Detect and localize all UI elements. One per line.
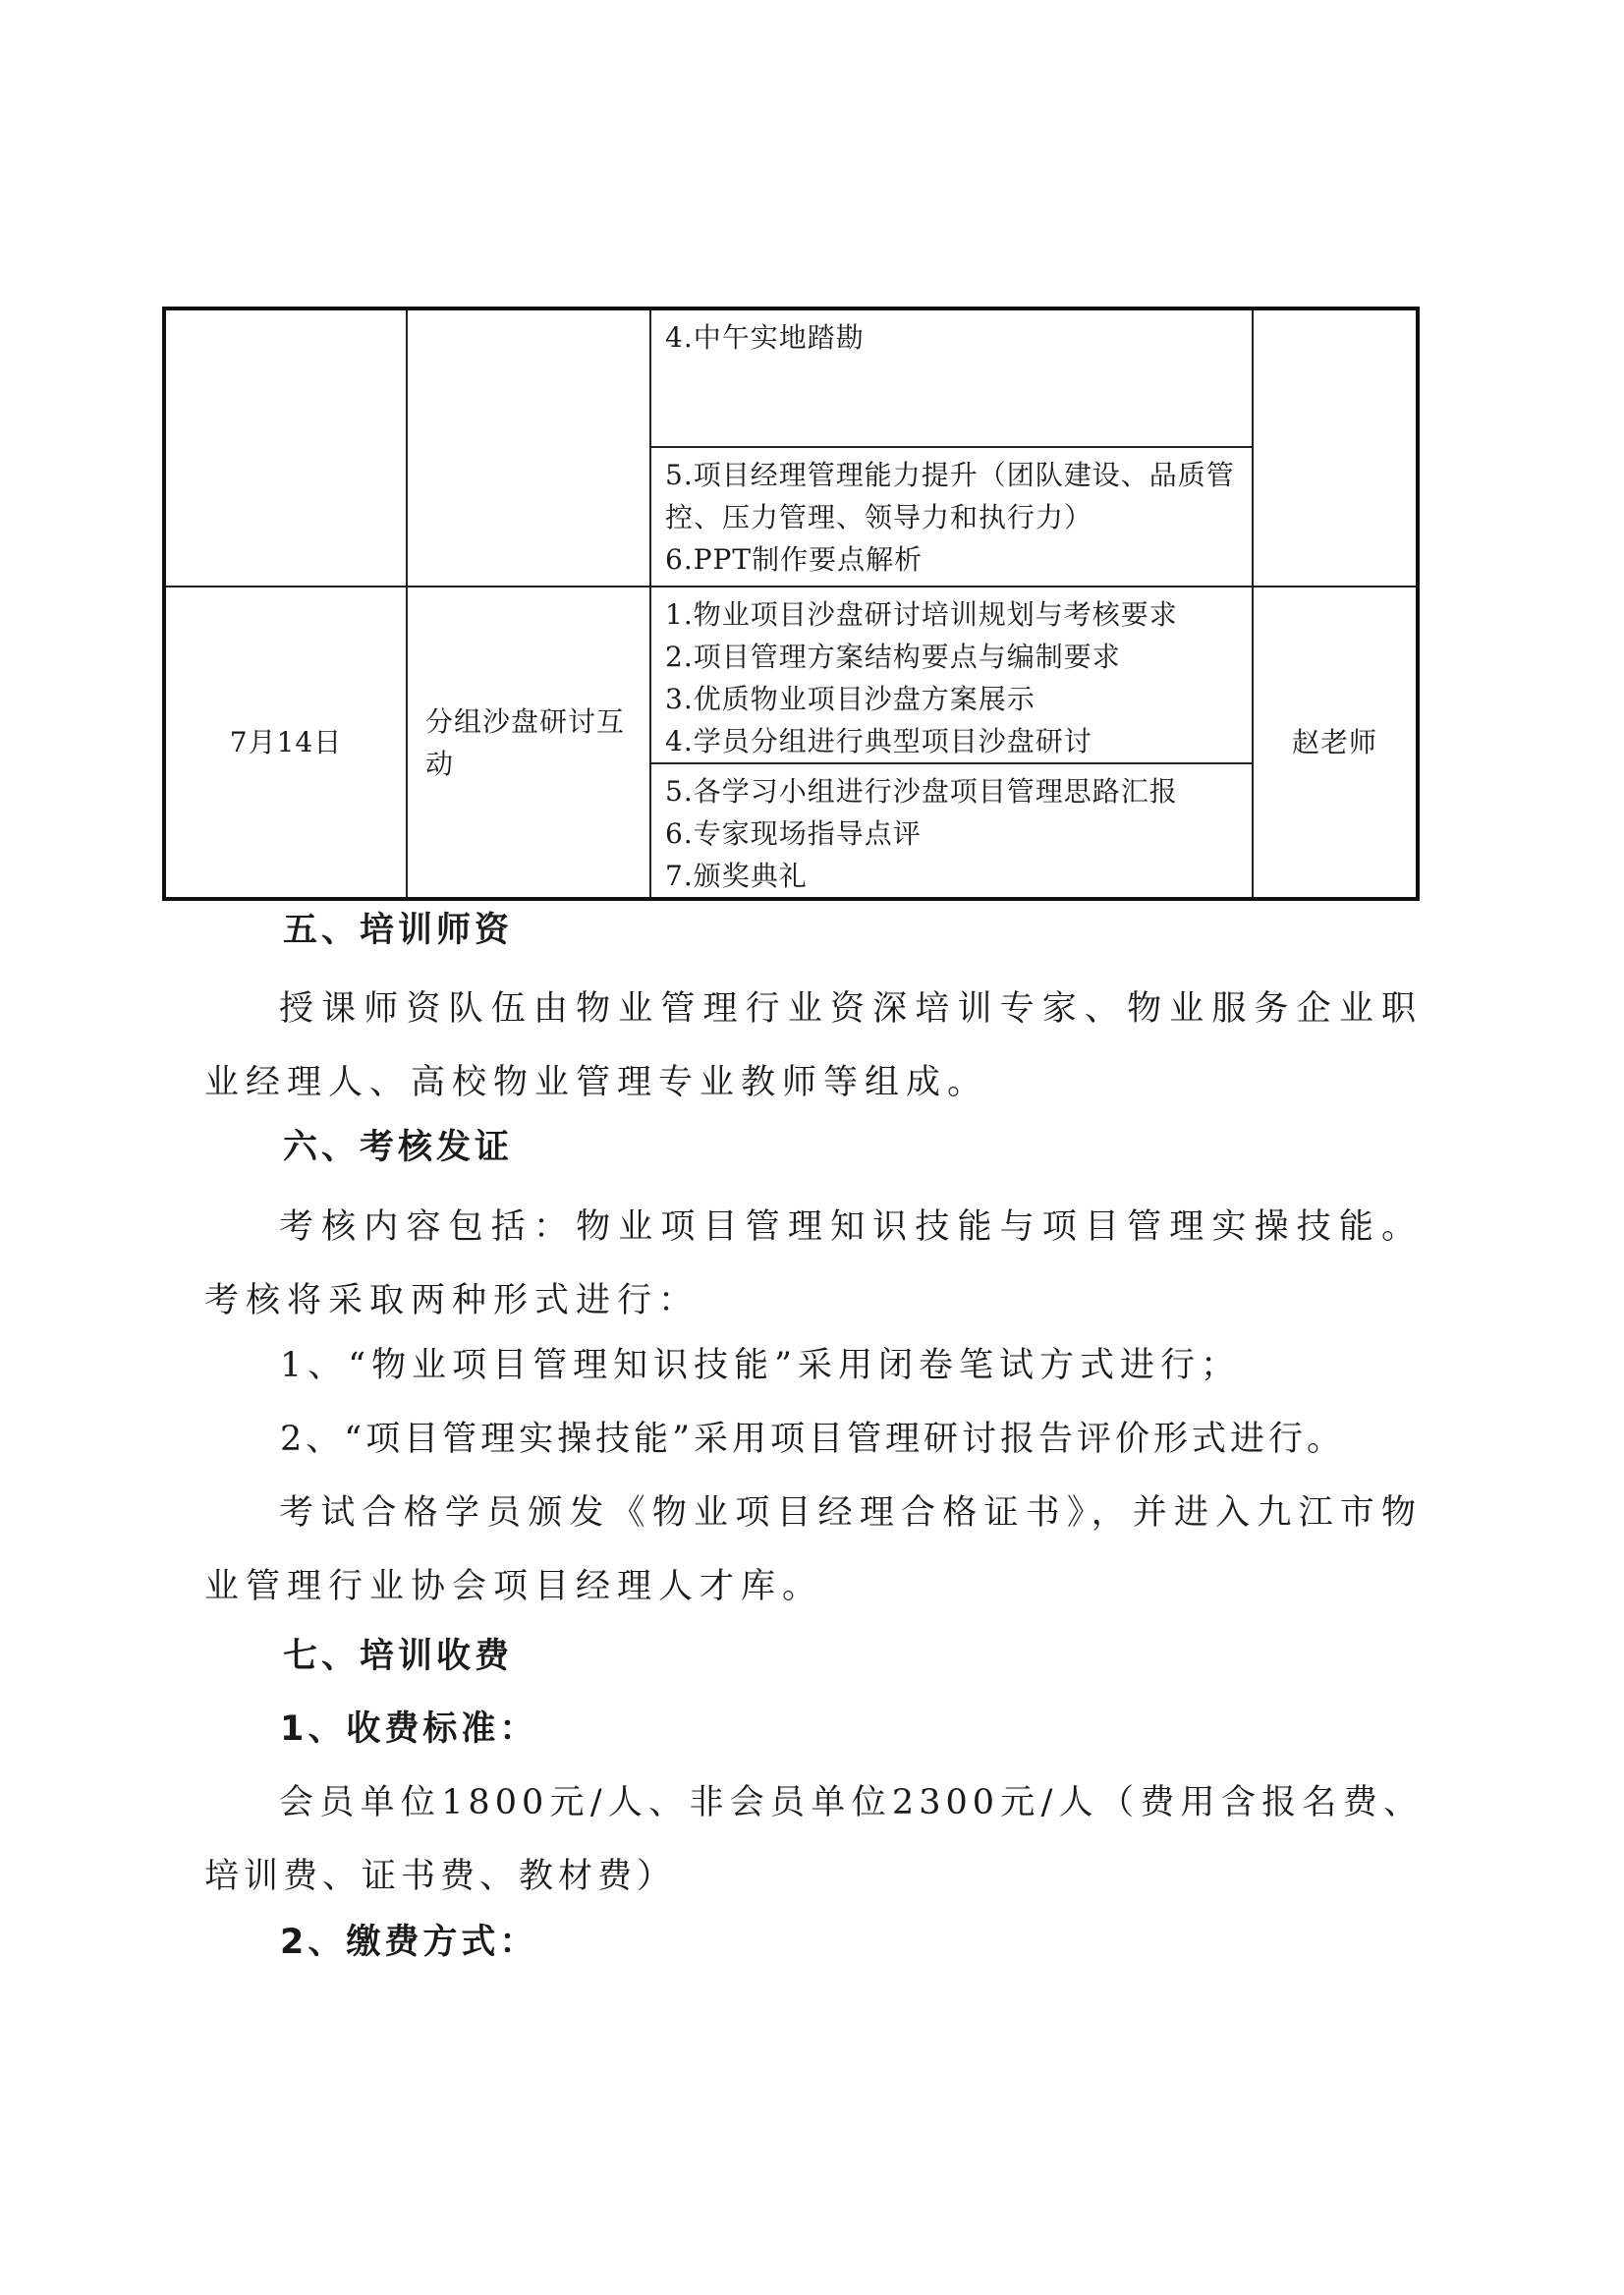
content-cell: [650, 308, 1253, 447]
content-cell: [650, 587, 1253, 763]
teacher-cell: 赵老师: [1253, 587, 1418, 899]
paragraph: 授课师资队伍由物业管理行业资深培训专家、物业服务企业职业经理人、高校物业管理专业教师等组成。: [204, 989, 1423, 1102]
content-line: 7.颁奖典礼: [665, 860, 808, 892]
content-line: 5.项目经理管理能力提升（团队建设、品质管控、压力管理、领导力和执行力）: [665, 459, 1235, 533]
content-line: 6.专家现场指导点评: [665, 817, 922, 850]
table-row: [164, 587, 1418, 763]
sub-heading: 1、收费标准：: [280, 1709, 538, 1749]
section-heading: 六、考核发证: [283, 1128, 514, 1167]
sub-heading: 2、缴费方式：: [280, 1923, 538, 1962]
content-cell: [650, 763, 1253, 899]
date-cell: 7月14日: [164, 587, 407, 899]
schedule-table: [162, 307, 1420, 901]
content-line: 3.优质物业项目沙盘方案展示: [665, 683, 1036, 715]
section-heading: 五、培训师资: [283, 911, 514, 950]
paragraph: 考试合格学员颁发《物业项目经理合格证书》，并进入九江市物业管理行业协会项目经理人才库。: [204, 1493, 1423, 1606]
content-cell: [650, 447, 1253, 587]
content-line: 4.学员分组进行典型项目沙盘研讨: [665, 725, 1092, 757]
date-cell: [164, 308, 407, 587]
content-line: 4.中午实地踏勘: [665, 321, 865, 354]
list-item: 2、“项目管理实操技能”采用项目管理研讨报告评价形式进行。: [280, 1420, 1346, 1459]
paragraph: 会员单位1800元/人、非会员单位2300元/人（费用含报名费、培训费、证书费、教材费）: [204, 1783, 1423, 1896]
content-line: 6.PPT制作要点解析: [665, 543, 924, 576]
section-heading: 七、培训收费: [283, 1637, 514, 1676]
content-line: 2.项目管理方案结构要点与编制要求: [665, 641, 1121, 673]
content-line: 5.各学习小组进行沙盘项目管理思路汇报: [665, 775, 1178, 808]
paragraph: 考核内容包括：物业项目管理知识技能与项目管理实操技能。考核将采取两种形式进行：: [204, 1207, 1423, 1320]
topic-cell: 分组沙盘研讨互动: [407, 587, 650, 899]
list-item: 1、“物业项目管理知识技能”采用闭卷笔试方式进行；: [280, 1346, 1242, 1385]
topic-cell: [407, 308, 650, 587]
content-line: 1.物业项目沙盘研讨培训规划与考核要求: [665, 598, 1178, 631]
table-row: [164, 308, 1418, 447]
teacher-cell: [1253, 308, 1418, 587]
